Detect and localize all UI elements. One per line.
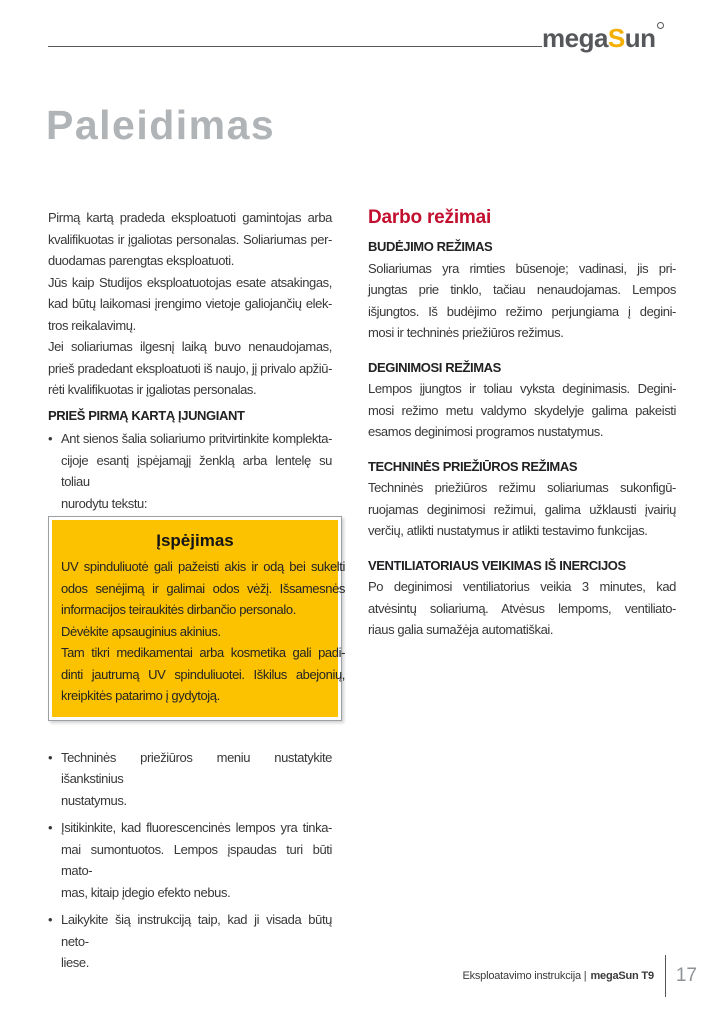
warning-box (48, 516, 345, 721)
intro-paragraph-1: Pirmą kartą pradeda eksploatuoti gamintojas arba kvalifikuotas ir įgaliotas personalas. Soliariumas per- duodamas parengtas eksploatuoti. (48, 210, 332, 268)
left-column (48, 207, 345, 980)
page-title: Paleidimas (46, 102, 276, 148)
intro-paragraph-2: Jūs kaip Studijos eksploatuotojas esate atsakingas, kad būtų laikomasi įrengimo vietoje galiojančių elek- tros reikalavimų. (48, 274, 332, 333)
bullet-text: Laikykite šią instrukciją taip, kad ji visada būtų neto- liese. (61, 912, 332, 970)
section-heading-before-first-start: PRIEŠ PIRMĄ KARTĄ ĮJUNGIANT (48, 407, 245, 423)
right-column (368, 207, 676, 641)
mode-section-text: Techninės priežiūros režimu soliariumas sukonfigū- ruojamas deginimosi režimui, galima užklausti įvairių verčių, atlikti nustatymus ir atlikti testavimo funkcijas. (368, 480, 676, 538)
bullet-text: Ant sienos šalia soliariumo pritvirtinkite komplekta- cijoje esantį įspėjamąjį ženklą arba lentelę su toliau nurodytu tekstu: (61, 431, 332, 511)
operating-modes-heading: Darbo režimai (368, 207, 492, 228)
mode-section-heading: BUDĖJIMO REŽIMAS (368, 239, 493, 254)
warning-paragraph-2: Dėvėkite apsauginius akinius. (61, 623, 221, 639)
bullet-item-lamps (48, 817, 332, 903)
page-footer (462, 952, 697, 1000)
mode-section-heading: VENTILIATORIAUS VEIKIMAS IŠ INERCIJOS (368, 557, 626, 573)
mode-section-text: Lempos įjungtos ir toliau vyksta deginimasis. Degini- mosi režimo metu valdymo skydelyje galima pakeisti esamos deginimosi programos nustatymus. (368, 381, 676, 439)
warning-paragraph-3: Tam tikri medikamentai arba kosmetika gali padi- dinti jautrumą UV spinduliuotei. Iškilus abejonių, kreipkitės patarimo į gydytoją. (61, 645, 345, 703)
mode-section-service (368, 456, 676, 542)
megasun-logo (542, 22, 664, 54)
bullet-marker: • (48, 749, 53, 765)
header-rule (48, 46, 542, 47)
page-number: 17 (675, 965, 697, 986)
intro-paragraph-3: Jei soliariumas ilgesnį laiką buvo nenaudojamas, prieš pradedant eksploatuoti iš naujo, jį privalo apžiū- rėti kvalifikuotas ir įgaliotas personalas. (48, 339, 332, 397)
mode-section-tanning (368, 357, 676, 443)
bullet-marker: • (48, 912, 53, 927)
bullet-item-presets (48, 747, 332, 812)
bullet-item-sign (48, 428, 332, 514)
bullet-text: Įsitikinkite, kad fluorescencinės lempos yra tinka- mai sumontuotos. Lempos įspaudas turi būti mato- mas, kitaip įdegio efekto nebus. (61, 820, 332, 900)
logo-text-mega: mega (542, 23, 608, 53)
logo-text-un: un (624, 23, 656, 53)
warning-box-inner (52, 520, 345, 717)
footer-brand: megaSun T9 (590, 970, 654, 982)
mode-section-standby (368, 236, 676, 344)
trademark-ring-icon (657, 22, 664, 29)
footer-label: Eksploatavimo instrukcija | (462, 970, 587, 982)
mode-section-text: Soliariumas yra rimties būsenoje; vadinasi, jis pri- jungtas prie tinklo, tačiau nenaudojamas. Lempos išjungtos. Iš budėjimo režimo perjungiama į degini- mosi ir techninės priežiūros režimus. (368, 260, 676, 340)
warning-paragraph-1: UV spinduliuotė gali pažeisti akis ir odą bei sukelti odos senėjimą ir galimai odos vėžį. Išsamesnės informacijos teiraukitės dirbančio personalo. (61, 559, 345, 617)
bullet-item-manual (48, 909, 332, 974)
logo-text-s: S (607, 23, 625, 53)
footer-divider (665, 955, 666, 997)
mode-section-heading: TECHNINĖS PRIEŽIŪROS REŽIMAS (368, 458, 578, 474)
bullet-marker: • (48, 820, 53, 835)
bullet-text: Techninės priežiūros meniu nustatykite išankstinius nustatymus. (61, 749, 332, 808)
warning-box-title: Įspėjimas (156, 531, 234, 550)
checklist (48, 747, 332, 974)
bullet-marker: • (48, 431, 53, 446)
mode-section-text: Po deginimosi ventiliatorius veikia 3 minutes, kad atvėsintų soliariumą. Atvėsus lempoms, ventiliato- riaus galia sumažėja automatiškai. (368, 579, 676, 637)
mode-section-heading: DEGINIMOSI REŽIMAS (368, 359, 501, 375)
mode-section-fan (368, 555, 676, 641)
